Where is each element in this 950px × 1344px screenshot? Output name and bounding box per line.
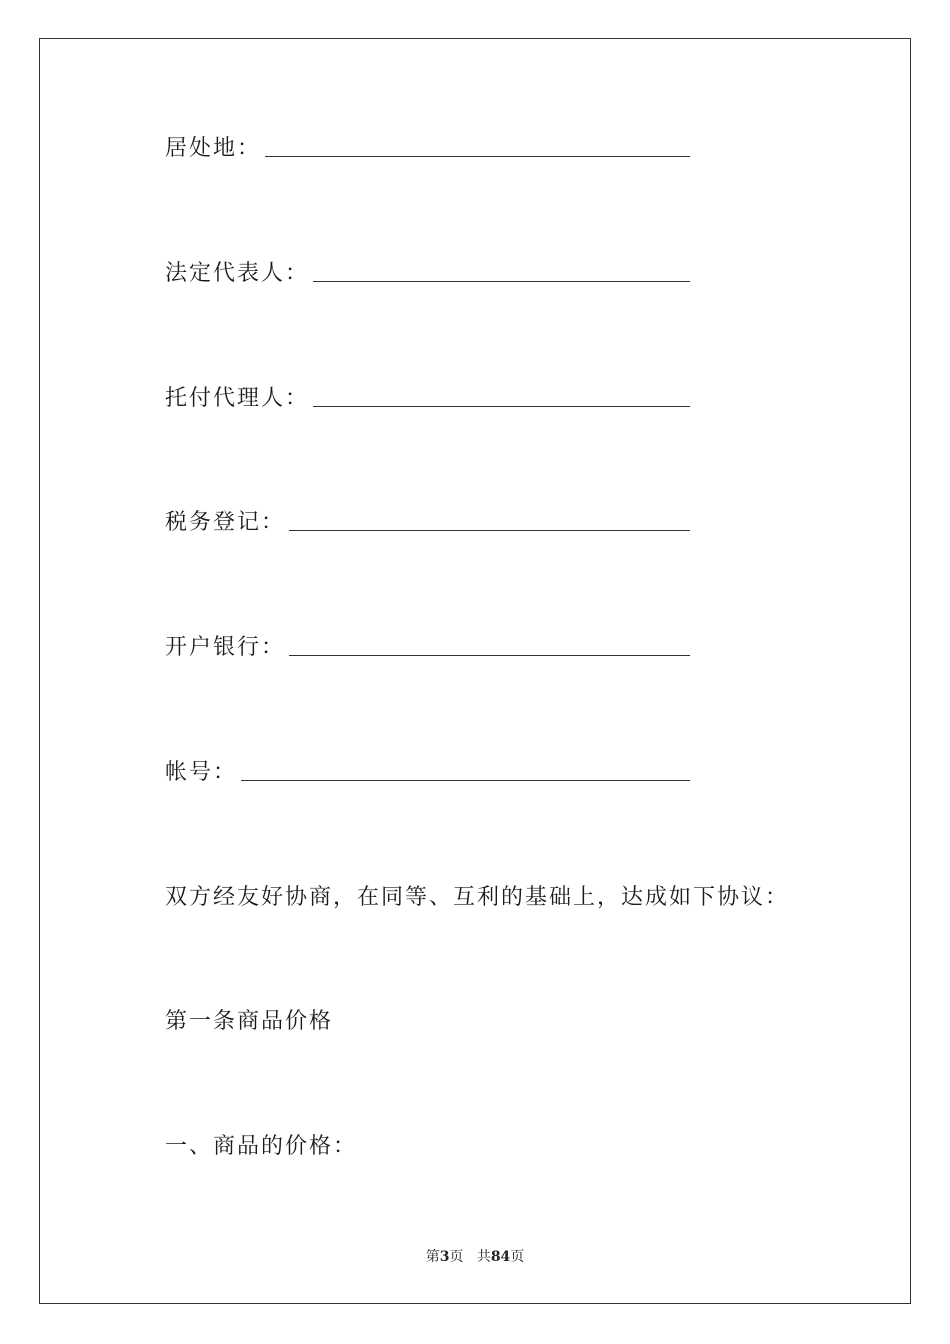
field-bank bbox=[165, 633, 690, 663]
total-pages-number: 84 bbox=[490, 1249, 511, 1265]
field-legal-representative bbox=[165, 259, 690, 289]
fill-in-blank[interactable] bbox=[241, 780, 690, 781]
field-account-number bbox=[165, 758, 690, 788]
field-authorized-agent bbox=[165, 384, 690, 414]
fill-in-blank[interactable] bbox=[289, 655, 690, 656]
fill-in-blank[interactable] bbox=[265, 156, 690, 157]
agreement-paragraph: 双方经友好协商，在同等、互利的基础上，达成如下协议： bbox=[165, 885, 790, 910]
field-residence bbox=[165, 134, 690, 164]
page-footer bbox=[0, 1246, 950, 1266]
footer-page-prefix: 第 bbox=[425, 1249, 440, 1265]
list-item: 一、商品的价格： bbox=[165, 1134, 358, 1159]
fill-in-blank[interactable] bbox=[313, 281, 690, 282]
field-label: 帐号： bbox=[165, 760, 238, 785]
field-tax-registration bbox=[165, 508, 690, 538]
footer-total-suffix: 页 bbox=[510, 1249, 525, 1265]
field-label: 居处地： bbox=[165, 136, 262, 161]
field-label: 法定代表人： bbox=[165, 261, 310, 286]
field-label: 开户银行： bbox=[165, 635, 286, 660]
article-heading: 第一条商品价格 bbox=[165, 1009, 334, 1034]
field-label: 税务登记： bbox=[165, 510, 286, 535]
fill-in-blank[interactable] bbox=[313, 406, 690, 407]
footer-page-suffix: 页 bbox=[449, 1249, 464, 1265]
fill-in-blank[interactable] bbox=[289, 530, 690, 531]
field-label: 托付代理人： bbox=[165, 386, 310, 411]
footer-total-prefix: 共 bbox=[476, 1249, 491, 1265]
page-border bbox=[39, 38, 911, 1304]
current-page-number: 3 bbox=[439, 1249, 450, 1265]
